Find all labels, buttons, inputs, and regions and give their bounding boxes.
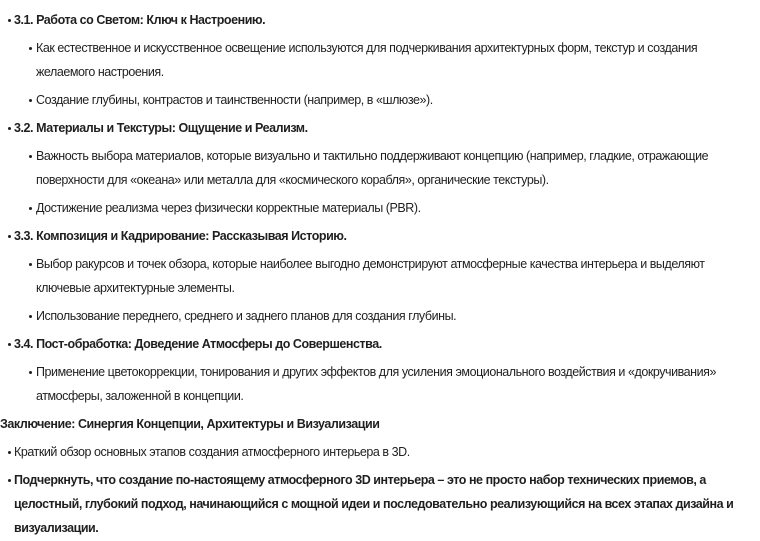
bullet-icon (29, 315, 32, 318)
outline-item-text: 3.4. Пост-обработка: Доведение Атмосферы до Совершенства. (14, 337, 382, 351)
outline-item-text: Достижение реализма через физически корректные материалы (PBR). (36, 201, 421, 215)
bullet-icon (8, 19, 11, 22)
outline-sub-item (0, 360, 760, 408)
conclusion-heading (0, 412, 760, 436)
bullet-icon (8, 235, 11, 238)
bullet-icon (29, 263, 32, 266)
outline-sub-item (0, 144, 760, 192)
outline-sub-item (0, 36, 760, 84)
outline-item-text: Краткий обзор основных этапов создания атмосферного интерьера в 3D. (14, 445, 410, 459)
outline-item-text: 3.3. Композиция и Кадрирование: Рассказывая Историю. (14, 229, 347, 243)
bullet-icon (29, 47, 32, 50)
outline-sub-item (0, 304, 760, 328)
bullet-icon (8, 127, 11, 130)
outline-sub-item (0, 252, 760, 300)
outline-section-heading (0, 224, 760, 248)
outline-section-heading (0, 8, 760, 32)
bullet-icon (29, 207, 32, 210)
outline-item-text: 3.1. Работа со Светом: Ключ к Настроению. (14, 13, 266, 27)
outline-item-text: Использование переднего, среднего и заднего планов для создания глубины. (36, 309, 457, 323)
outline-item-text: Подчеркнуть, что создание по-настоящему атмосферного 3D интерьера – это не просто набор технических приемов, а целостный, глубокий подход, начинающийся с мощной идеи и последовательно реализующийся на всех этапах дизайна и визуализации. (14, 473, 734, 535)
outline-item-text: 3.2. Материалы и Текстуры: Ощущение и Реализм. (14, 121, 308, 135)
outline-item-text: Важность выбора материалов, которые визуально и тактильно поддерживают концепцию (например, гладкие, отражающие поверхности для «океана» или металла для «космического корабля», органические текстуры). (36, 149, 709, 187)
outline-sub-item (0, 88, 760, 112)
outline-item-text: Заключение: Синергия Концепции, Архитектуры и Визуализации (0, 417, 380, 431)
bullet-icon (8, 343, 11, 346)
bullet-icon (8, 479, 11, 482)
outline-item-text: Применение цветокоррекции, тонирования и других эффектов для усиления эмоционального воздействия и «докручивания» атмосферы, заложенной в концепции. (36, 365, 716, 403)
outline-sub-item (0, 196, 760, 220)
bullet-icon (8, 451, 11, 454)
conclusion-item (0, 468, 760, 540)
outline-item-text: Как естественное и искусственное освещение используются для подчеркивания архитектурных форм, текстур и создания желаемого настроения. (36, 41, 698, 79)
outline-item-text: Выбор ракурсов и точек обзора, которые наиболее выгодно демонстрируют атмосферные качества интерьера и выделяют ключевые архитектурные элементы. (36, 257, 705, 295)
conclusion-item (0, 440, 760, 464)
bullet-icon (29, 155, 32, 158)
outline-item-text: Создание глубины, контрастов и таинственности (например, в «шлюзе»). (36, 93, 433, 107)
bullet-icon (29, 371, 32, 374)
bullet-icon (29, 99, 32, 102)
outline-section-heading (0, 116, 760, 140)
outline-section-heading (0, 332, 760, 356)
